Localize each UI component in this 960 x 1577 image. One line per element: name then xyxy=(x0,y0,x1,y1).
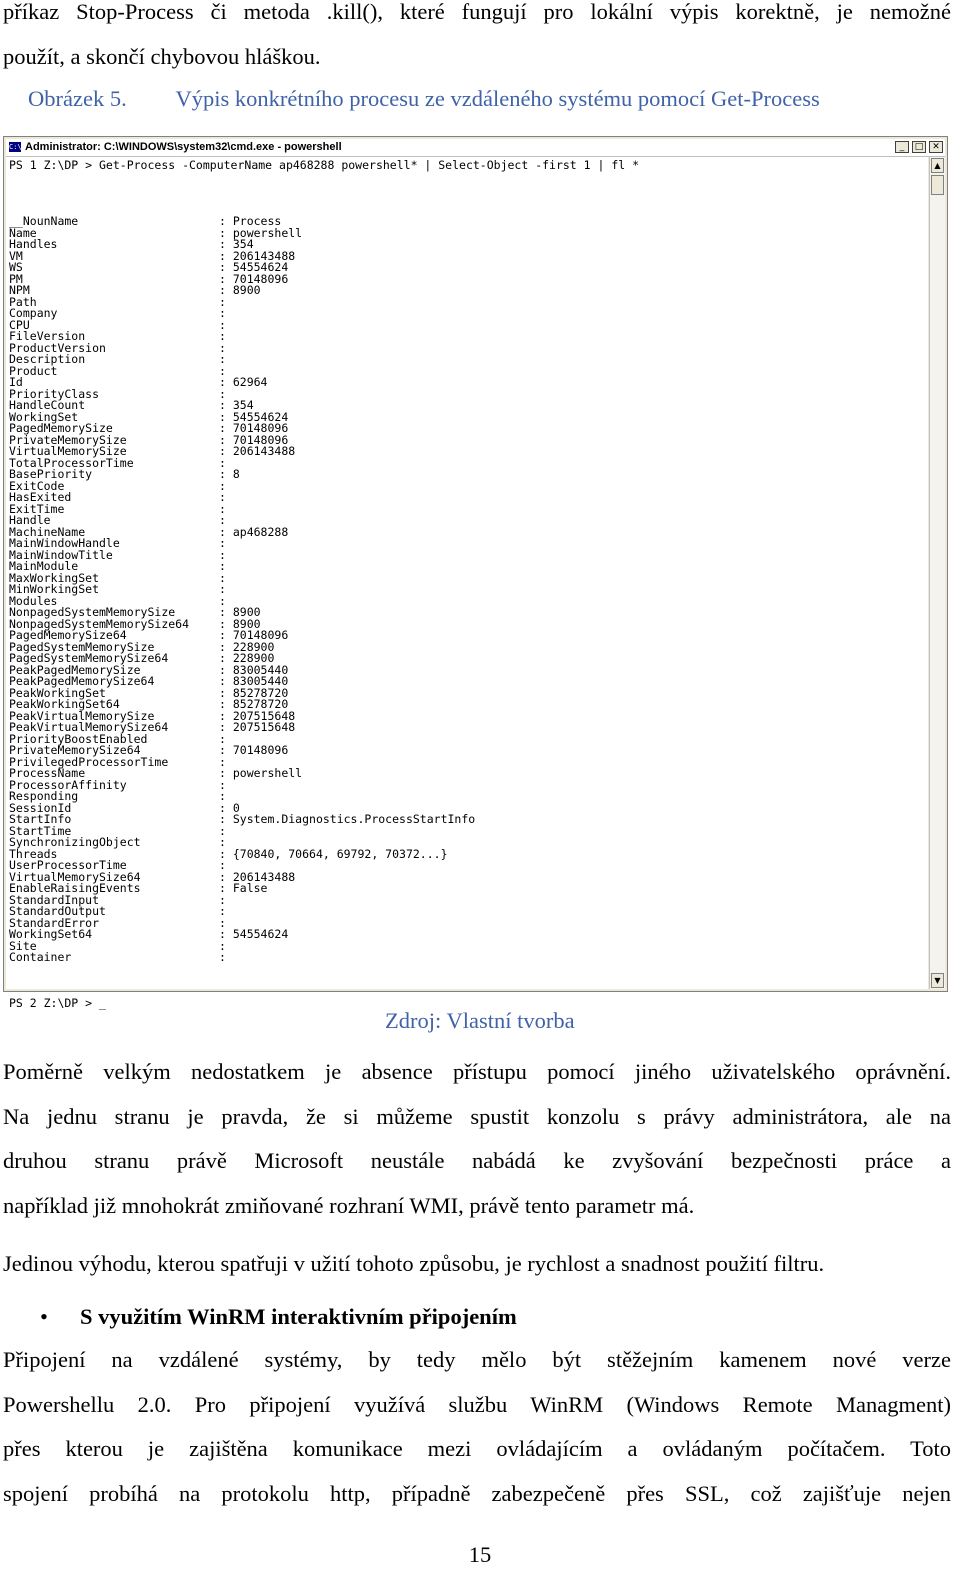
property-row xyxy=(9,365,233,377)
property-separator: : xyxy=(219,950,233,964)
title-bar[interactable] xyxy=(6,139,945,157)
window-title: Administrator: C:\WINDOWS\system32\cmd.exe - powershell xyxy=(25,141,342,153)
property-name: StartTime xyxy=(9,823,72,838)
source-caption: Zdroj: Vlastní tvorba xyxy=(385,1008,575,1033)
property-separator: : xyxy=(219,444,233,458)
bullet-heading-text: S využitím WinRM interaktivním připojením xyxy=(80,1304,517,1329)
property-separator: : xyxy=(219,593,233,608)
property-value: 70148096 xyxy=(232,421,289,435)
property-name: PagedSystemMemorySize64 xyxy=(9,651,169,665)
property-name: PagedMemorySize64 xyxy=(9,628,127,642)
text-line: příkaz Stop-Process či metoda .kill(), které fungují pro lokální výpis korektně, je nemožné xyxy=(3,0,951,24)
property-name: Name xyxy=(9,225,37,240)
property-value: 354 xyxy=(232,237,254,251)
property-value: False xyxy=(232,881,268,895)
property-name: HandleCount xyxy=(9,398,86,412)
property-separator: : xyxy=(219,375,233,389)
property-name: SessionId xyxy=(9,800,72,815)
property-separator: : xyxy=(219,547,233,562)
property-separator: : xyxy=(219,329,233,343)
property-separator: : xyxy=(219,743,233,757)
property-separator: : xyxy=(219,559,233,573)
property-name: UserProcessorTime xyxy=(9,858,127,872)
property-separator: : xyxy=(219,800,233,815)
text-line: Připojení na vzdálené systémy, by tedy mělo být stěžejním kamenem nové verze xyxy=(3,1347,951,1372)
prompt-line: PS 2 Z:\DP > _ xyxy=(9,996,106,1010)
property-separator: : xyxy=(219,478,233,493)
property-name: StandardOutput xyxy=(9,904,106,918)
property-name: VirtualMemorySize xyxy=(9,444,127,458)
property-separator: : xyxy=(219,662,233,677)
property-value: 8 xyxy=(232,467,240,481)
property-separator: : xyxy=(219,766,233,780)
property-separator: : xyxy=(219,455,233,470)
property-separator: : xyxy=(219,904,233,918)
property-separator: : xyxy=(219,720,233,734)
property-name: ExitCode xyxy=(9,478,65,493)
property-name: Threads xyxy=(9,846,58,861)
text-line: Poměrně velkým nedostatkem je absence přístupu pomocí jiného uživatelského oprávnění. xyxy=(3,1059,951,1084)
property-separator: : xyxy=(219,812,233,826)
text-line: Powershellu 2.0. Pro připojení využívá službu WinRM (Windows Remote Managment) xyxy=(3,1391,951,1417)
property-name: ProductVersion xyxy=(9,340,106,355)
property-value: 206143488 xyxy=(232,869,296,884)
property-separator: : xyxy=(219,789,233,803)
property-separator: : xyxy=(219,271,233,286)
property-value: 207515648 xyxy=(232,708,296,723)
property-separator: : xyxy=(219,708,233,723)
bullet-heading xyxy=(40,1300,517,1334)
property-separator: : xyxy=(219,524,233,539)
property-separator: : xyxy=(219,697,233,711)
property-name: PeakVirtualMemorySize64 xyxy=(9,720,169,734)
property-value: 228900 xyxy=(232,639,275,654)
property-separator: : xyxy=(219,398,233,412)
text-line: přes kterou je zajištěna komunikace mezi ovládajícím a ovládaným počítačem. Toto xyxy=(3,1436,951,1462)
minimize-button[interactable]: _ xyxy=(895,141,909,153)
property-separator: : xyxy=(219,306,233,320)
property-name: PagedMemorySize xyxy=(9,421,113,435)
property-name: WorkingSet64 xyxy=(9,927,93,941)
property-name: Path xyxy=(9,294,37,309)
property-value: 85278720 xyxy=(232,685,289,700)
property-value: {70840, 70664, 69792, 70372...} xyxy=(232,846,448,861)
page-number: 15 xyxy=(468,1542,492,1567)
property-separator: : xyxy=(219,846,233,861)
property-value: 206143488 xyxy=(232,444,296,458)
property-separator: : xyxy=(219,501,233,516)
console-icon: C:\ xyxy=(9,143,22,151)
property-separator: : xyxy=(219,225,233,240)
property-name: Id xyxy=(9,375,23,389)
property-separator: : xyxy=(219,639,233,654)
property-name: PeakPagedMemorySize64 xyxy=(9,674,155,688)
bullet-icon: • xyxy=(40,1304,48,1329)
property-name: MainModule xyxy=(9,559,79,573)
property-name: StandardInput xyxy=(9,892,100,907)
vertical-scrollbar[interactable] xyxy=(929,157,945,989)
property-name: VirtualMemorySize64 xyxy=(9,869,141,884)
property-separator: : xyxy=(219,570,233,585)
property-name: FileVersion xyxy=(9,329,86,343)
property-separator: : xyxy=(219,582,233,596)
property-name: Container xyxy=(9,950,72,964)
text-line: Jedinou výhodu, kterou spatřuji v užití tohoto způsobu, je rychlost a snadnost použití filtru. xyxy=(3,1251,825,1276)
property-name: PeakWorkingSet64 xyxy=(9,697,120,711)
property-value: Process xyxy=(232,214,282,228)
text-line: například již mnohokrát zmiňované rozhraní WMI, právě tento parametr má. xyxy=(3,1192,695,1218)
property-separator: : xyxy=(219,777,233,792)
property-name: MachineName xyxy=(9,524,86,539)
property-name: StandardError xyxy=(9,915,100,930)
property-name: Handle xyxy=(9,513,51,527)
property-name: WorkingSet xyxy=(9,409,79,424)
property-separator: : xyxy=(219,340,233,355)
property-name: NonpagedSystemMemorySize xyxy=(9,605,176,619)
property-separator: : xyxy=(219,628,233,642)
property-separator: : xyxy=(219,674,233,688)
property-separator: : xyxy=(219,363,233,378)
property-name: StartInfo xyxy=(9,812,72,826)
property-value: 228900 xyxy=(232,651,275,665)
property-separator: : xyxy=(219,754,233,769)
property-separator: : xyxy=(219,536,233,550)
maximize-button[interactable]: □ xyxy=(912,141,926,153)
property-value: 70148096 xyxy=(232,743,289,757)
property-row xyxy=(9,813,475,825)
property-value: 207515648 xyxy=(232,720,296,734)
close-button[interactable]: ✕ xyxy=(929,141,943,153)
paragraph-2 xyxy=(3,1242,951,1287)
property-separator: : xyxy=(219,685,233,700)
property-name: Description xyxy=(9,352,86,366)
property-separator: : xyxy=(219,938,233,953)
property-value: 8900 xyxy=(232,283,261,297)
paragraph-1 xyxy=(3,1050,951,1228)
property-name: TotalProcessorTime xyxy=(9,455,134,470)
property-value: 54554624 xyxy=(232,260,289,274)
console-window xyxy=(3,136,948,1010)
property-separator: : xyxy=(219,248,233,263)
property-separator: : xyxy=(219,467,233,481)
property-separator: : xyxy=(219,513,233,527)
property-separator: : xyxy=(219,892,233,907)
property-value: 8900 xyxy=(232,616,261,631)
figure-title: Výpis konkrétního procesu ze vzdáleného systému pomocí Get-Process xyxy=(175,86,820,111)
property-separator: : xyxy=(219,237,233,251)
property-name: PagedSystemMemorySize xyxy=(9,639,155,654)
text-line: spojení probíhá na protokolu http, případně zabezpečeně přes SSL, což zajišťuje nejen xyxy=(3,1480,951,1506)
property-name: PrivateMemorySize xyxy=(9,432,127,447)
property-value: 70148096 xyxy=(232,628,289,642)
property-name: PeakPagedMemorySize xyxy=(9,662,141,677)
property-separator: : xyxy=(219,835,233,849)
property-row xyxy=(9,928,288,940)
property-name: __NounName xyxy=(9,214,79,228)
property-name: ProcessorAffinity xyxy=(9,777,127,792)
property-value: 70148096 xyxy=(232,432,289,447)
text-line: použít, a skončí chybovou hláškou. xyxy=(3,43,321,69)
property-value: 354 xyxy=(232,398,254,412)
property-row xyxy=(9,307,233,319)
property-separator: : xyxy=(219,605,233,619)
property-name: EnableRaisingEvents xyxy=(9,881,141,895)
property-name: MinWorkingSet xyxy=(9,582,100,596)
property-row xyxy=(9,238,254,250)
property-separator: : xyxy=(219,283,233,297)
property-separator: : xyxy=(219,260,233,274)
property-name: MaxWorkingSet xyxy=(9,570,100,585)
property-name: PriorityClass xyxy=(9,386,100,401)
property-name: Responding xyxy=(9,789,79,803)
command-line: PS 1 Z:\DP > Get-Process -ComputerName ap468288 powershell* | Select-Object -first 1 | fl * xyxy=(9,158,640,172)
property-name: PriorityBoostEnabled xyxy=(9,731,148,746)
property-name: PM xyxy=(9,271,23,286)
property-separator: : xyxy=(219,823,233,838)
property-name: BasePriority xyxy=(9,467,93,481)
property-separator: : xyxy=(219,915,233,930)
property-name: ExitTime xyxy=(9,501,65,516)
property-name: Company xyxy=(9,306,58,320)
property-row xyxy=(9,951,233,963)
property-name: SynchronizingObject xyxy=(9,835,141,849)
property-name: NPM xyxy=(9,283,30,297)
property-value: 206143488 xyxy=(232,248,296,263)
property-separator: : xyxy=(219,214,233,228)
property-name: CPU xyxy=(9,317,30,332)
property-name: MainWindowTitle xyxy=(9,547,113,562)
property-value: 0 xyxy=(232,800,240,815)
property-separator: : xyxy=(219,881,233,895)
property-separator: : xyxy=(219,352,233,366)
property-separator: : xyxy=(219,616,233,631)
property-separator: : xyxy=(219,869,233,884)
console-output[interactable] xyxy=(6,157,928,1010)
property-value: System.Diagnostics.ProcessStartInfo xyxy=(232,812,476,826)
property-separator: : xyxy=(219,317,233,332)
property-name: MainWindowHandle xyxy=(9,536,120,550)
property-value: 8900 xyxy=(232,605,261,619)
property-value: 54554624 xyxy=(232,409,289,424)
property-separator: : xyxy=(219,490,233,504)
property-value: 85278720 xyxy=(232,697,289,711)
figure-label: Obrázek 5. xyxy=(28,86,127,111)
property-value: powershell xyxy=(232,225,303,240)
figure-caption xyxy=(28,86,820,112)
property-name: PrivateMemorySize64 xyxy=(9,743,141,757)
property-name: ProcessName xyxy=(9,766,86,780)
scroll-thumb[interactable] xyxy=(931,175,944,195)
property-value: 83005440 xyxy=(232,674,289,688)
property-separator: : xyxy=(219,421,233,435)
text-line: Na jednu stranu je pravda, že si můžeme spustit konzolu s právy administrátora, ale na xyxy=(3,1103,951,1129)
text-line: druhou stranu právě Microsoft neustále nabádá ke zvyšování bezpečnosti práce a xyxy=(3,1148,951,1174)
property-name: PeakWorkingSet xyxy=(9,685,106,700)
property-name: PeakVirtualMemorySize xyxy=(9,708,155,723)
intro-text xyxy=(3,0,951,79)
property-value: 54554624 xyxy=(232,927,289,941)
property-separator: : xyxy=(219,858,233,872)
property-value: 70148096 xyxy=(232,271,289,286)
property-value: ap468288 xyxy=(232,524,289,539)
property-value: powershell xyxy=(232,766,303,780)
property-name: HasExited xyxy=(9,490,72,504)
property-separator: : xyxy=(219,432,233,447)
property-name: Modules xyxy=(9,593,58,608)
property-name: Site xyxy=(9,938,37,953)
property-value: 62964 xyxy=(232,375,268,389)
scroll-up-icon[interactable]: ▲ xyxy=(931,158,944,173)
property-separator: : xyxy=(219,409,233,424)
scroll-down-icon[interactable]: ▼ xyxy=(931,973,944,988)
property-value: 83005440 xyxy=(232,662,289,677)
property-separator: : xyxy=(219,927,233,941)
property-separator: : xyxy=(219,731,233,746)
property-name: NonpagedSystemMemorySize64 xyxy=(9,616,190,631)
property-separator: : xyxy=(219,651,233,665)
property-separator: : xyxy=(219,294,233,309)
property-name: PrivilegedProcessorTime xyxy=(9,754,169,769)
property-separator: : xyxy=(219,386,233,401)
property-name: WS xyxy=(9,260,23,274)
paragraph-3 xyxy=(3,1338,951,1516)
property-name: Product xyxy=(9,363,58,378)
property-name: Handles xyxy=(9,237,58,251)
property-name: VM xyxy=(9,248,23,263)
